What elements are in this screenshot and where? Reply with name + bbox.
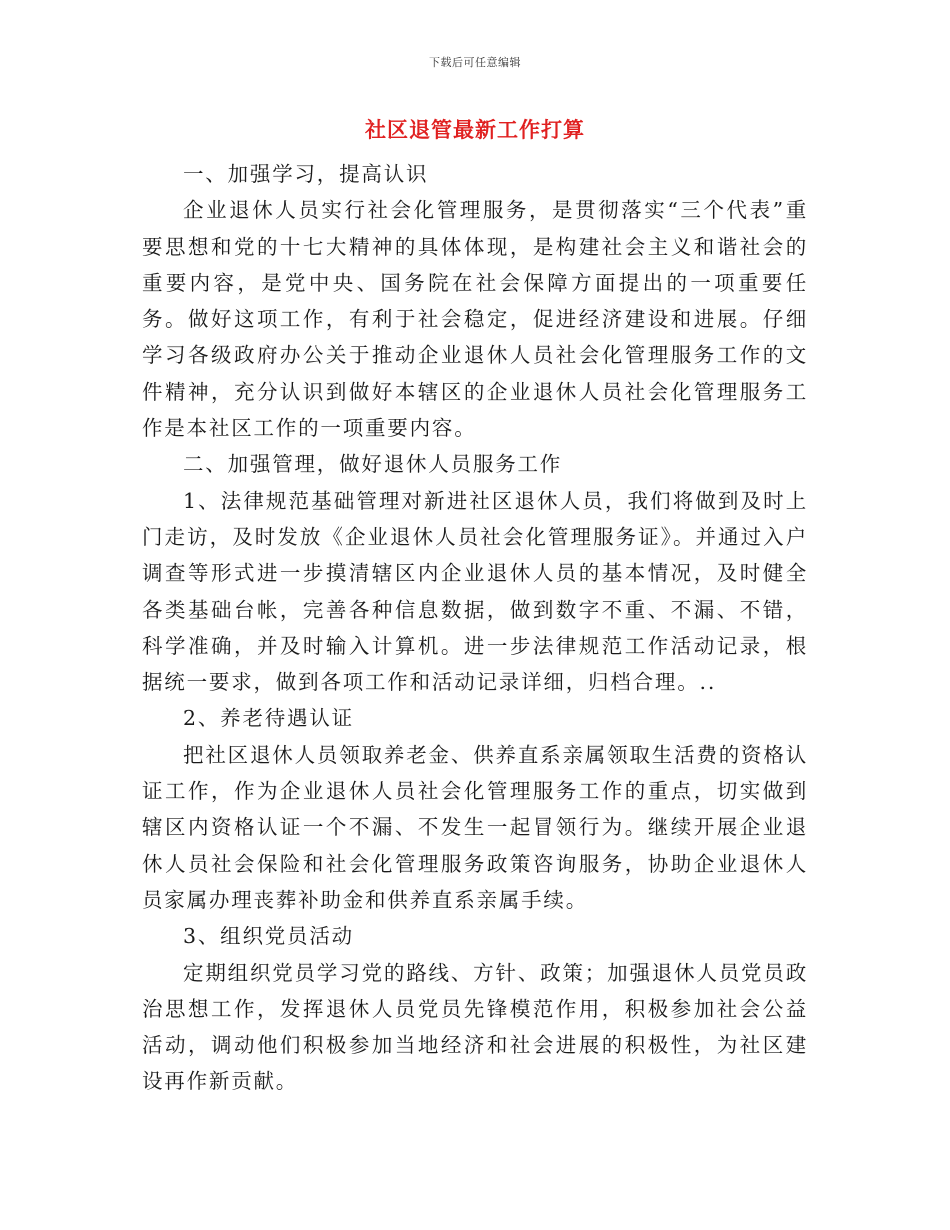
paragraph: 把社区退休人员领取养老金、供养直系亲属领取生活费的资格认证工作，作为企业退休人员社会化管理服务工作的重点，切实做到辖区内资格认证一个不漏、不发生一起冒领行为。继续开展企业退休人员社会保险和社会化管理服务政策咨询服务，协助企业退休人员家属办理丧葬补助金和供养直系亲属手续。 <box>142 742 808 912</box>
paragraph: 企业退休人员实行社会化管理服务，是贯彻落实“三个代表”重要思想和党的十七大精神的具体体现，是构建社会主义和谐社会的重要内容，是党中央、国务院在社会保障方面提出的一项重要任务。做好这项工作，有利于社会稳定，促进经济建设和进展。仔细学习各级政府办公关于推动企业退休人员社会化管理服务工作的文件精神，充分认识到做好本辖区的企业退休人员社会化管理服务工作是本社区工作的一项重要内容。 <box>142 198 808 441</box>
document-title: 社区退管最新工作打算 <box>365 117 585 142</box>
paragraph: 定期组织党员学习党的路线、方针、政策；加强退休人员党员政治思想工作，发挥退休人员党员先锋模范作用，积极参加社会公益活动，调动他们积极参加当地经济和社会进展的积极性，为社区建设再作新贡献。 <box>142 960 808 1094</box>
document-body <box>142 156 808 1100</box>
section-heading-2: 二、加强管理，做好退休人员服务工作 <box>183 452 563 477</box>
subsection-heading-2: 2、养老待遇认证 <box>183 706 354 731</box>
paragraph: 1、法律规范基础管理对新进社区退休人员，我们将做到及时上门走访，及时发放《企业退休人员社会化管理服务证》。并通过入户调查等形式进一步摸清辖区内企业退休人员的基本情况，及时健全各类基础台帐，完善各种信息数据，做到数字不重、不漏、不错，科学准确，并及时输入计算机。进一步法律规范工作活动记录，根据统一要求，做到各项工作和活动记录详细，归档合理。.. <box>142 488 808 695</box>
subsection-heading-3: 3、组织党员活动 <box>183 924 354 949</box>
header-note: 下载后可任意编辑 <box>429 56 521 69</box>
section-heading-1: 一、加强学习，提高认识 <box>183 162 429 186</box>
